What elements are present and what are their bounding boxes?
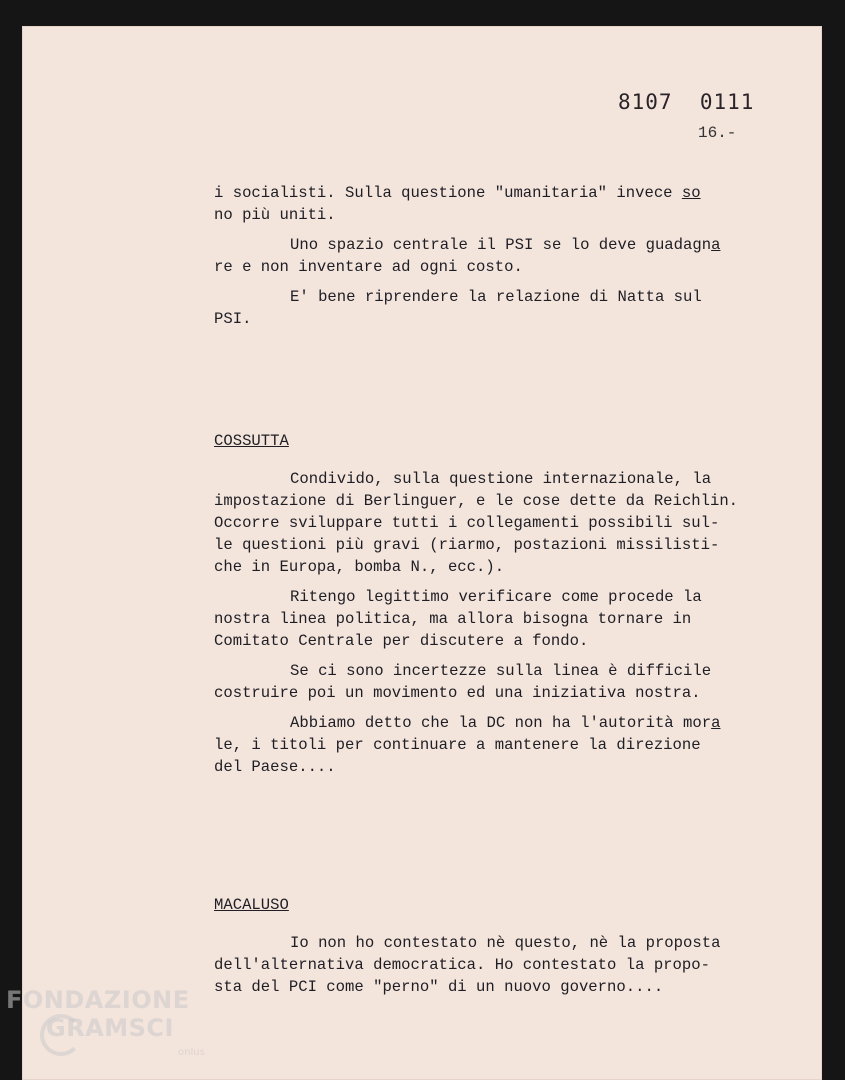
- cossutta-paragraph-1: Condivido, sulla questione internazionale, la impostazione di Berlinguer, e le cose dette da Reichlin. Occorre sviluppare tutti i collegamenti possibili sul- le questioni più gravi (riarmo, postazioni missilisti- che in Europa, bomba N., ecc.).: [214, 470, 739, 576]
- paragraph-psi-space: Uno spazio centrale il PSI se lo deve guadagna re e non inventare ad ogni costo.: [214, 236, 721, 276]
- fondazione-gramsci-watermark: [6, 986, 205, 1058]
- document-body: [214, 182, 774, 1006]
- document-number: 8107 0111: [618, 90, 755, 114]
- speaker-heading-macaluso: MACALUSO: [214, 896, 289, 914]
- macaluso-paragraph: Io non ho contestato nè questo, nè la proposta dell'alternativa democratica. Ho contestato la propo- sta del PCI come "perno" di un nuovo governo....: [214, 934, 721, 996]
- cossutta-paragraph-3: Se ci sono incertezze sulla linea è difficile costruire poi un movimento ed una iniziativa nostra.: [214, 662, 712, 702]
- intro-paragraph: i socialisti. Sulla questione "umanitaria" invece so no più uniti.: [214, 184, 701, 224]
- page-number: 16.-: [698, 124, 737, 142]
- watermark-logo-icon: [40, 1014, 82, 1056]
- watermark-line-2: GRAMSCI: [46, 1014, 174, 1042]
- cossutta-paragraph-2: Ritengo legittimo verificare come procede la nostra linea politica, ma allora bisogna tornare in Comitato Centrale per discutere a fondo.: [214, 588, 702, 650]
- speaker-heading-cossutta: COSSUTTA: [214, 432, 289, 450]
- watermark-line-1: FONDAZIONE: [6, 986, 190, 1014]
- cossutta-paragraph-4: Abbiamo detto che la DC non ha l'autorità mora le, i titoli per continuare a mantenere la direzione del Paese....: [214, 714, 721, 776]
- watermark-onlus: onlus: [178, 1047, 205, 1058]
- paragraph-natta: E' bene riprendere la relazione di Natta sul PSI.: [214, 288, 702, 328]
